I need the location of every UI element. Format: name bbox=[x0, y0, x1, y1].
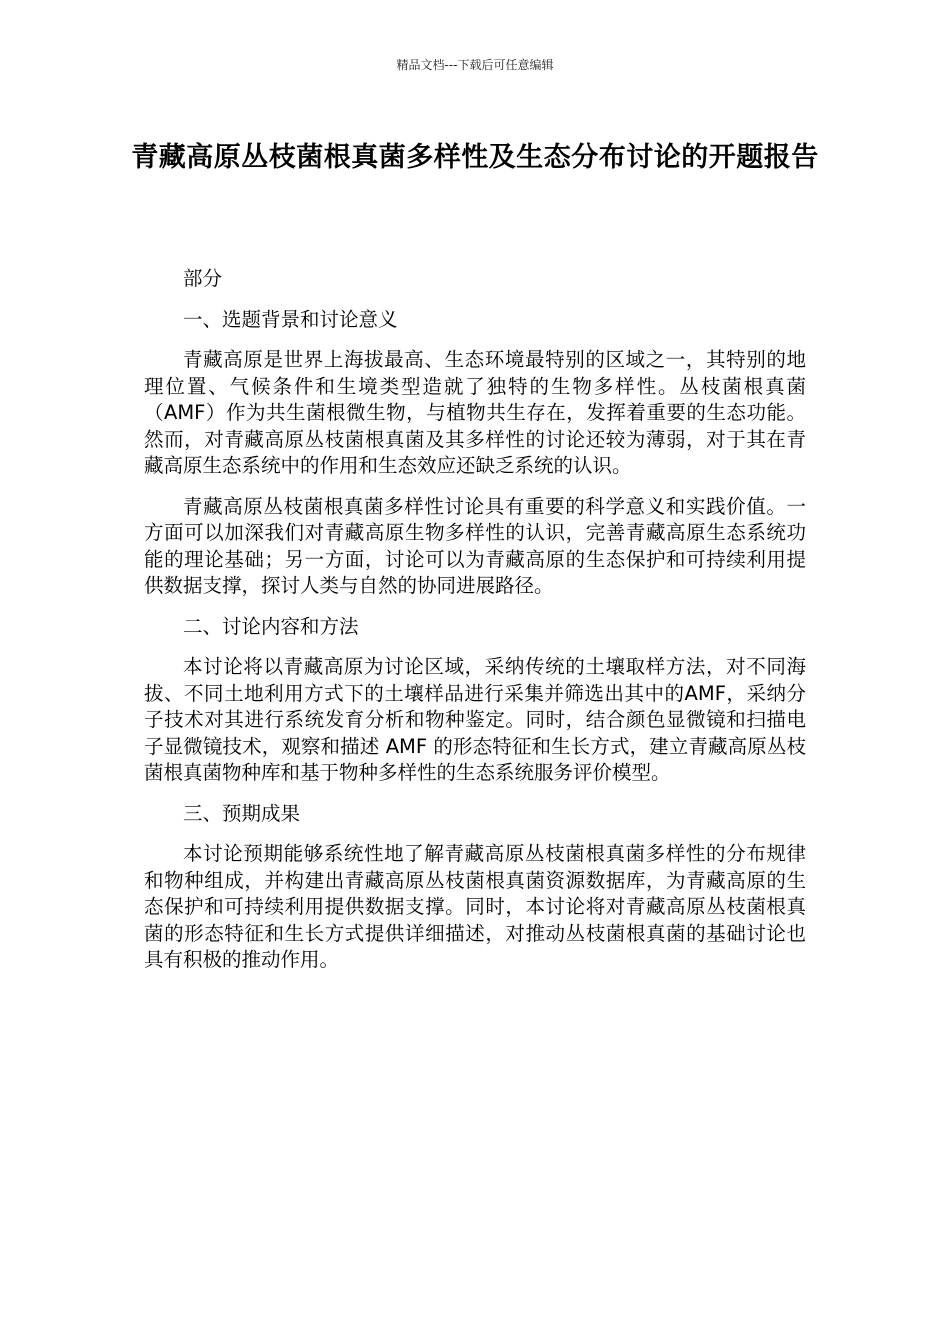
document-body bbox=[144, 266, 806, 988]
part-label: 部分 bbox=[183, 267, 223, 290]
section-1-paragraph-1: 青藏高原是世界上海拔最高、生态环境最特别的区域之一，其特别的地理位置、气候条件和生境类型造就了独特的生物多样性。丛枝菌根真菌（AMF）作为共生菌根微生物，与植物共生存在，发挥着重要的生态功能。然而，对青藏高原丛枝菌根真菌及其多样性的讨论还较为薄弱，对于其在青藏高原生态系统中的作用和生态效应还缺乏系统的认识。 bbox=[144, 348, 806, 477]
section-3-heading: 三、预期成果 bbox=[183, 801, 301, 825]
section-1-heading: 一、选题背景和讨论意义 bbox=[183, 307, 398, 331]
section-3-paragraph-1: 本讨论预期能够系统性地了解青藏高原丛枝菌根真菌多样性的分布规律和物种组成，并构建出青藏高原丛枝菌根真菌资源数据库，为青藏高原的生态保护和可持续利用提供数据支撑。同时，本讨论将对青藏高原丛枝菌根真菌的形态特征和生长方式提供详细描述，对推动丛枝菌根真菌的基础讨论也具有积极的推动作用。 bbox=[144, 842, 806, 971]
section-2-paragraph-1: 本讨论将以青藏高原为讨论区域，采纳传统的土壤取样方法，对不同海拔、不同土地利用方式下的土壤样品进行采集并筛选出其中的AMF，采纳分子技术对其进行系统发育分析和物种鉴定。同时，结合颜色显微镜和扫描电子显微镜技术，观察和描述 AMF 的形态特征和生长方式，建立青藏高原丛枝菌根真菌物种库和基于物种多样性的生态系统服务评价模型。 bbox=[144, 655, 806, 784]
section-1-paragraph-2: 青藏高原丛枝菌根真菌多样性讨论具有重要的科学意义和实践价值。一方面可以加深我们对青藏高原生物多样性的认识，完善青藏高原生态系统功能的理论基础；另一方面，讨论可以为青藏高原的生态保护和可持续利用提供数据支撑，探讨人类与自然的协同进展路径。 bbox=[144, 494, 806, 597]
section-2-heading: 二、讨论内容和方法 bbox=[183, 614, 359, 638]
document-title: 青藏高原丛枝菌根真菌多样性及生态分布讨论的开题报告 bbox=[131, 142, 819, 173]
header-note: 精品文档---下载后可任意编辑 bbox=[396, 58, 554, 72]
